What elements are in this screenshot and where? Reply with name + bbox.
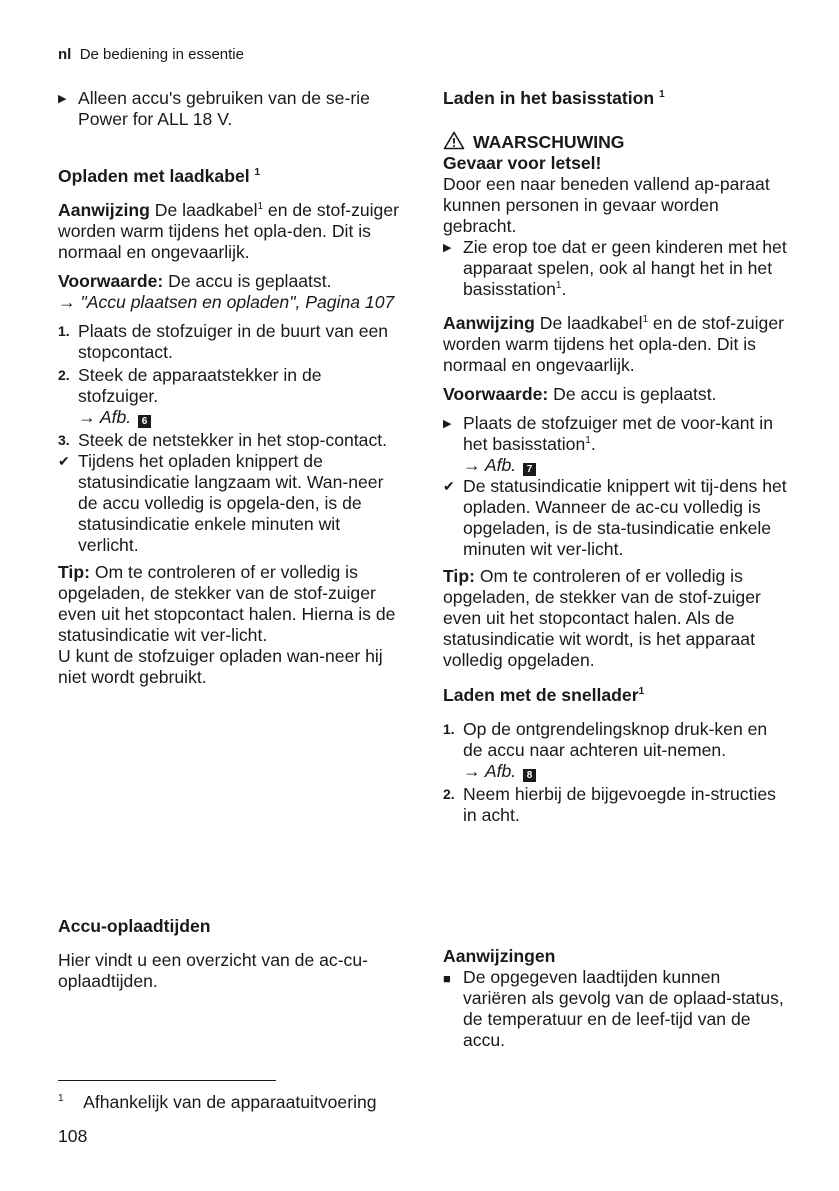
checkmark-icon: ✔ [58, 453, 70, 469]
heading-snellader: Laden met de snellader$^1$ [443, 685, 645, 705]
heading-laadkabel: Opladen met laadkabel $^1$ [58, 166, 261, 186]
right-column-lower [443, 946, 788, 1051]
triangle-bullet-icon: ▶ [443, 242, 452, 254]
note-paragraph: Aanwijzing De laadkabel$^1$ en de stof-zuiger worden warm tijdens het opla-den. Dit is normaal en ongevaarlijk. [58, 200, 399, 262]
condition-paragraph: Voorwaarde: De accu is geplaatst. [58, 271, 332, 291]
page-number: 108 [58, 1126, 88, 1146]
result-item: ✔ Tijdens het opladen knippert de statusindicatie langzaam wit. Wan-neer de accu volledig is opgela-den, is de statusindicatie enkele minuten wit verlicht. [58, 451, 384, 555]
header-lang: nl [58, 46, 72, 63]
header-title: De bediening in essentie [79, 46, 244, 63]
footnote-divider [58, 1080, 276, 1081]
condition-reference: → "Accu plaatsen en opladen", Pagina 107 [58, 292, 395, 312]
triangle-bullet-icon: ▶ [58, 93, 67, 105]
list-item: 1. Op de ontgrendelingsknop druk-ken en de accu naar achteren uit-nemen. → Afb. 8 [443, 719, 768, 781]
tip-paragraph: Tip: Om te controleren of er volledig is opgeladen, de stekker van de stof-zuiger even uit het stopcontact halen. Hierna is de statusindicatie wit ver-licht. [58, 562, 396, 645]
figure-8-icon: 8 [523, 769, 536, 782]
list-item: ■ De opgegeven laadtijden kunnen variëren als gevolg van de oplaad-status, de temperatuur en de leef-tijd van de accu. [443, 967, 784, 1050]
note-paragraph: Aanwijzing De laadkabel$^1$ en de stof-zuiger worden warm tijdens het opla-den. Dit is normaal en ongevaarlijk. [443, 313, 784, 375]
warning-text: Door een naar beneden vallend ap-paraat kunnen personen in gevaar worden gebracht. [443, 174, 770, 236]
list-item [58, 88, 403, 130]
condition-paragraph: Voorwaarde: De accu is geplaatst. [443, 384, 717, 404]
triangle-bullet-icon: ▶ [443, 418, 452, 430]
list-item: 3. Steek de netstekker in het stop-contact. [58, 430, 388, 450]
list-item: ▶ Zie erop toe dat er geen kinderen met het apparaat spelen, ook al hangt het in het basisstation$^1$. [443, 237, 787, 299]
result-item: ✔ De statusindicatie knippert wit tij-dens het opladen. Wanneer de ac-cu volledig is opgeladen, is de sta-tusindicatie enkele minuten wit ver-licht. [443, 476, 787, 559]
warning-triangle-icon [443, 131, 465, 150]
figure-7-icon: 7 [523, 463, 536, 476]
times-paragraph: Hier vindt u een overzicht van de ac-cu-oplaadtijden. [58, 950, 368, 991]
square-bullet-icon: ■ [443, 971, 451, 986]
list-item: 2. Steek de apparaatstekker in de stofzuiger. → Afb. 6 [58, 365, 322, 427]
list-item: 1. Plaats de stofzuiger in de buurt van een stopcontact. [58, 321, 389, 362]
tip-paragraph-2: U kunt de stofzuiger opladen wan-neer hij niet wordt gebruikt. [58, 646, 383, 687]
warning-subtitle: Gevaar voor letsel! [443, 153, 602, 173]
snel-steps-list [443, 719, 788, 826]
tip-paragraph: Tip: Om te controleren of er volledig is opgeladen, de stekker van de stof-zuiger even uit het stopcontact halen. Als de statusindicatie wit wordt, is het apparaat volledig opgeladen. [443, 566, 761, 670]
steps-list [58, 321, 403, 556]
list-item: ▶ Plaats de stofzuiger met de voor-kant in het basisstation$^1$. → Afb. 7 [443, 413, 774, 475]
list-item: 2. Neem hierbij de bijgevoegde in-structies in acht. [443, 784, 776, 825]
bullet-text: Alleen accu's gebruiken van de se-rie Power for ALL 18 V. [78, 88, 370, 129]
left-column [58, 88, 403, 688]
heading-accu-oplaadtijden: Accu-oplaadtijden [58, 916, 211, 936]
page-header [58, 46, 244, 64]
checkmark-icon: ✔ [443, 478, 455, 494]
right-column [443, 88, 788, 826]
footnote: $^1$ Afhankelijk van de apparaatuitvoering [58, 1092, 377, 1112]
heading-aanwijzingen: Aanwijzingen [443, 946, 556, 966]
left-column-lower [58, 916, 403, 992]
heading-basisstation: Laden in het basisstation $^1$ [443, 88, 665, 108]
figure-6-icon: 6 [138, 415, 151, 428]
warning-title: WAARSCHUWING [443, 131, 788, 153]
